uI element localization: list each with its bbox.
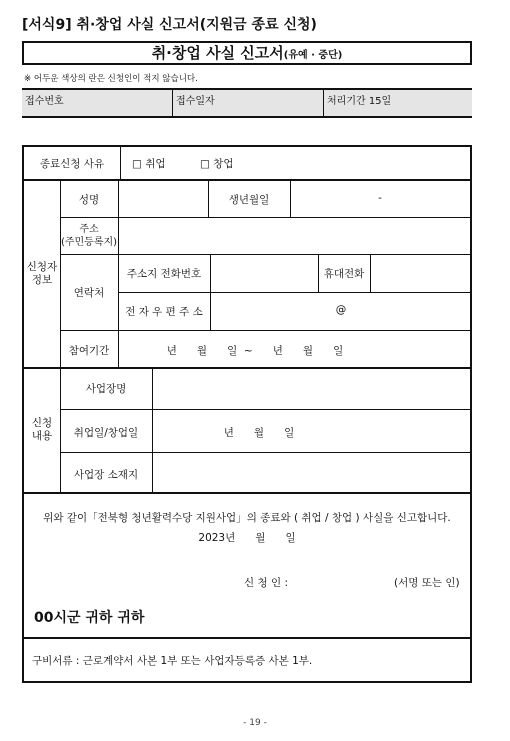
mobile-label: 휴대전화 xyxy=(323,268,365,280)
reason-option-startup[interactable] xyxy=(200,156,234,171)
name-field[interactable] xyxy=(120,183,208,217)
request-section-label: 신청 내용 xyxy=(31,417,53,442)
address-field[interactable] xyxy=(120,219,470,253)
divider xyxy=(24,637,470,639)
address-label: 주소 (주민등록지) xyxy=(60,224,118,248)
form-title xyxy=(22,41,472,65)
participation-period-label: 참여기간 xyxy=(68,345,110,357)
page-number: - 19 - xyxy=(243,718,267,728)
applicant-signature-label: 신 청 인 : xyxy=(244,577,288,589)
declaration-statement: 위와 같이「전북형 청년활력수당 지원사업」의 종료와 ( 취업 / 창업 ) 사실을 신고합니다. xyxy=(43,512,451,524)
form-number-label: [서식9] 취·창업 사실 신고서(지원금 종료 신청) xyxy=(22,17,317,33)
form-title-sub: (유예 · 중단) xyxy=(283,50,343,61)
receipt-number-field: 접수번호 xyxy=(25,96,64,107)
processing-period-field: 처리기간 15일 xyxy=(327,96,392,107)
form-title-main: 취·창업 사실 신고서 xyxy=(151,44,284,62)
divider xyxy=(120,147,121,179)
reason-option-employment[interactable] xyxy=(132,156,166,171)
divider xyxy=(60,217,470,218)
divider xyxy=(60,330,470,331)
divider xyxy=(60,254,470,255)
reason-label: 종료신청 사유 xyxy=(39,158,105,170)
divider xyxy=(60,181,61,367)
start-date-field[interactable]: 년 월 일 xyxy=(223,427,295,439)
applicant-info-section-label: 신청자 정보 xyxy=(26,261,58,286)
divider xyxy=(290,181,291,217)
name-label: 성명 xyxy=(78,194,100,206)
receipt-row xyxy=(22,88,472,118)
addressee: 00시군 귀하 귀하 xyxy=(34,610,145,626)
workplace-name-field[interactable] xyxy=(154,371,470,407)
shaded-field-notice: ※ 어두운 색상의 란은 신청인이 적지 않습니다. xyxy=(24,74,198,84)
application-form xyxy=(22,145,472,683)
divider xyxy=(60,452,470,453)
birth-date-field[interactable]: - xyxy=(378,192,382,204)
divider xyxy=(118,292,470,293)
contact-label: 연락처 xyxy=(73,287,105,299)
email-field[interactable]: @ xyxy=(335,304,347,316)
option-employment-label: 취업 xyxy=(145,158,166,170)
divider xyxy=(24,492,470,494)
home-phone-field[interactable] xyxy=(212,256,318,290)
checkbox-employment[interactable]: □ xyxy=(132,158,142,170)
workplace-location-field[interactable] xyxy=(154,454,470,490)
mobile-field[interactable] xyxy=(372,256,470,290)
participation-period-field[interactable]: 년 월 일 ~ 년 월 일 xyxy=(166,345,344,357)
divider xyxy=(370,254,371,292)
start-date-label: 취업일/창업일 xyxy=(73,427,139,439)
email-label: 전 자 우 편 주 소 xyxy=(125,306,203,318)
checkbox-startup[interactable]: □ xyxy=(200,158,210,170)
option-startup-label: 창업 xyxy=(213,158,234,170)
declaration-date: 2023년 월 일 xyxy=(198,532,296,544)
divider xyxy=(60,409,470,410)
divider xyxy=(24,179,470,181)
signature-note: (서명 또는 인) xyxy=(394,577,460,589)
birth-date-label: 생년월일 xyxy=(228,194,270,206)
divider xyxy=(152,369,153,492)
workplace-name-label: 사업장명 xyxy=(85,383,127,395)
receipt-date-field: 접수일자 xyxy=(176,96,215,107)
divider xyxy=(24,367,470,369)
workplace-location-label: 사업장 소재지 xyxy=(73,469,139,481)
required-documents: 구비서류 : 근로계약서 사본 1부 또는 사업자등록증 사본 1부. xyxy=(32,655,313,667)
home-phone-label: 주소지 전화번호 xyxy=(126,268,202,280)
